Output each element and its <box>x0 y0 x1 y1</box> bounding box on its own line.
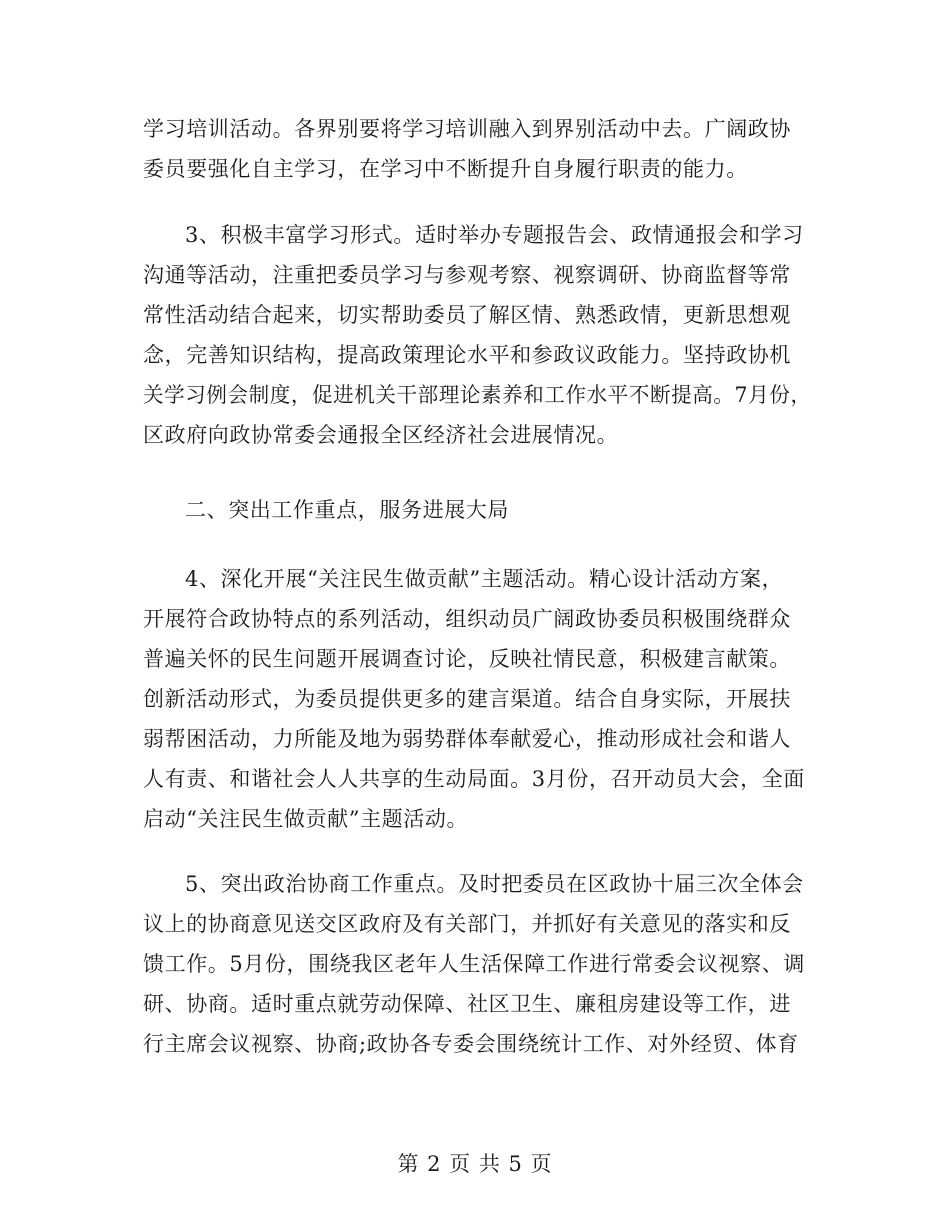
text-line: 行主席会议视察、协商;政协各专委会围绕统计工作、对外经贸、体育 <box>143 1032 799 1056</box>
text-line: 开展符合政协特点的系列活动，组织动员广阔政协委员积极围绕群众 <box>143 607 791 631</box>
text-line: 弱帮困活动，力所能及地为弱势群体奉献爱心，推动形成社会和谐人 <box>143 727 791 751</box>
text-line: 区政府向政协常委会通报全区经济社会进展情况。 <box>143 423 619 447</box>
heading-line: 二、突出工作重点，服务进展大局 <box>185 498 509 522</box>
text-line: 常性活动结合起来，切实帮助委员了解区情、熟悉政情，更新思想观 <box>143 303 791 327</box>
text-line: 议上的协商意见送交区政府及有关部门，并抓好有关意见的落实和反 <box>143 912 791 936</box>
text-line: 沟通等活动，注重把委员学习与参观考察、视察调研、协商监督等常 <box>143 263 791 287</box>
text-line: 馈工作。5月份，围绕我区老年人生活保障工作进行常委会议视察、调 <box>143 952 805 976</box>
text-line: 创新活动形式，为委员提供更多的建言渠道。结合自身实际，开展扶 <box>143 687 791 711</box>
text-line: 关学习例会制度，促进机关干部理论素养和工作水平不断提高。7月份， <box>143 383 812 407</box>
text-line: 人有责、和谐社会人人共享的生动局面。3月份，召开动员大会，全面 <box>143 767 805 791</box>
text-line: 5、突出政治协商工作重点。及时把委员在区政协十届三次全体会 <box>185 872 804 896</box>
text-line: 研、协商。适时重点就劳动保障、社区卫生、廉租房建设等工作，进 <box>143 992 791 1016</box>
text-line: 念，完善知识结构，提高政策理论水平和参政议政能力。坚持政协机 <box>143 343 791 367</box>
text-line: 普遍关怀的民生问题开展调查讨论，反映社情民意，积极建言献策。 <box>143 647 791 671</box>
text-line: 3、积极丰富学习形式。适时举办专题报告会、政情通报会和学习 <box>185 223 804 247</box>
text-line: 启动“关注民生做贡献”主题活动。 <box>143 807 469 831</box>
text-line: 学习培训活动。各界别要将学习培训融入到界别活动中去。广阔政协 <box>143 117 791 141</box>
text-line: 4、深化开展“关注民生做贡献”主题活动。精心设计活动方案， <box>185 567 784 591</box>
page-number-footer: 第 2 页 共 5 页 <box>397 1152 553 1176</box>
text-line: 委员要强化自主学习，在学习中不断提升自身履行职责的能力。 <box>143 157 748 181</box>
